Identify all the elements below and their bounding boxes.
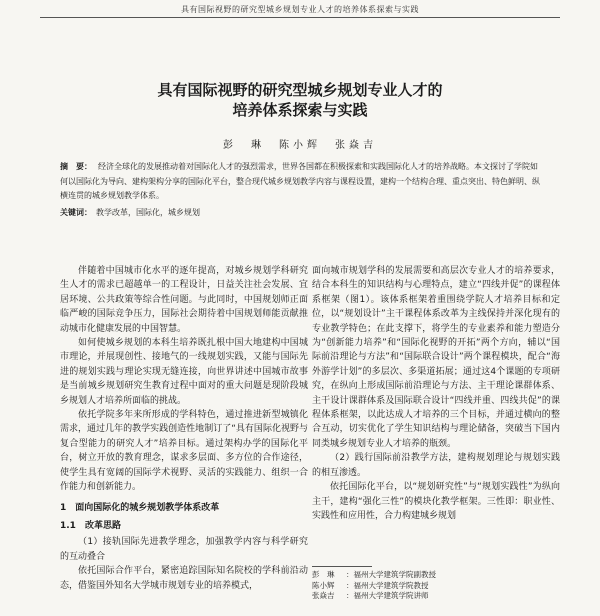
abstract-label: 摘 要：	[60, 162, 92, 171]
footnote: 彭 琳 ：福州大学建筑学院副教授	[312, 570, 436, 579]
running-head: 具有国际视野的研究型城乡规划专业人才的培养体系探索与实践	[181, 5, 419, 14]
body-paragraph: 依托国际化平台，以“规划研究性”与“规划实践性”为纵向主干，建构“强化三性”的模块化教学框架。三性即：职业性、实践性和应用性，合力构建城乡规划	[312, 482, 560, 521]
authors: 彭 琳 陈小辉 张焱吉	[223, 140, 377, 151]
list-item: （1）接轨国际先进教学理念，加强教学内容与科学研究的互动叠合	[60, 537, 308, 562]
keywords	[60, 206, 540, 221]
section-heading: 1 面向国际化的城乡规划教学体系改革	[60, 502, 220, 513]
author-footnotes	[312, 570, 560, 602]
paper-title	[0, 80, 600, 120]
body-paragraph: 依托国际合作平台，紧密追踪国际知名院校的学科前沿动态，借鉴国外知名大学城市规划专业的培养模式，	[60, 566, 308, 591]
title-line-2: 培养体系探索与实践	[232, 101, 368, 119]
abstract-text: 经济全球化的发展推动着对国际化人才的强烈需求，世界各国都在积极探索和实践国际化人才的培养战略。本文探讨了学院如何以国际化为导向、建构架构分享的国际化平台，整合现代城乡规划教学内容与课程设置，建构一个结构合理、重点突出、特色鲜明、纵横连贯的城乡规划教学体系。	[60, 162, 540, 201]
subsection-heading: 1.1 改革思路	[60, 520, 121, 531]
body-paragraph: 如何使城乡规划的本科生培养既扎根中国大地建构中国城市理论，并展现创性、接地气的一线规划实践，又能与国际先进的规划实践与理论实现无缝连接，向世界讲述中国城市故事是当前城乡规划研究生教育过程中面对的重大问题是现阶段城乡规划人才培养所面临的挑战。	[60, 338, 308, 406]
keywords-text: 教学改革，国际化，城乡规划	[96, 208, 200, 217]
footnote: 陈小辉 ：福州大学建筑学院教授	[312, 580, 429, 590]
left-column	[60, 264, 308, 593]
body-paragraph: 伴随着中国城市化水平的逐年提高，对城乡规划学科研究生人才的需求已超越单一的工程设计，日益关注社会发展、宜居环境、公共政策等综合性问题。与此同时，中国规划师正面临严峻的国际竞争压力，国际社会期待着中国规划师能贡献推动城市化健康发展的中国智慧。	[60, 266, 308, 334]
body-paragraph: 依托学院多年来所形成的学科特色，通过推进新型城镇化需求，通过几年的教学实践创造性地制订了“具有国际化视野与复合型能力的研究人才”培养目标。通过架构办学的国际化平台，树立开放的教育理念，谋求多层面、多方位的合作途径，使学生具有宽阔的国际学术视野、灵活的实践能力、组织一合作能力和创新能力。	[60, 410, 308, 493]
footnote-rule	[312, 566, 372, 567]
list-item: （2）践行国际前沿教学方法，建构规划理论与规划实践的相互渗透。	[312, 453, 560, 478]
right-column	[312, 264, 560, 523]
header-rule	[40, 17, 560, 18]
keywords-label: 关键词：	[60, 208, 92, 217]
footnote: 张焱吉 ：福州大学建筑学院讲师	[312, 591, 429, 601]
body-paragraph: 面向城市规划学科的发展需要和高层次专业人才的培养要求，结合本科生的知识结构与心理特点，建立“四线并促”的课程体系框架（图1）。该体系框架着重围绕学院人才培养目标和定位，以“规划设计”主干课程体系改革为主线保持并深化现有的专业教学特色；在此支撑下，将学生的专业素养和能力塑造分为“创新能力培养”和“国际化视野的开拓”两个方向，辅以“国际前沿理论与方法”和“国际联合设计”两个课程模块，配合“海外游学计划”的多层次、多渠道拓展；通过这4个课题的专项研究，在纵向上形成国际前沿理论与方法、主干理论课群体系、主干设计课群体系及国际联合设计“四线并重、四线共促”的课程体系框架，以此达成人才培养的三个目标，并通过横向的整合互动，切实优化了学生知识结构与理论储备，突破当下国内同类城乡规划专业人才培养的瓶颈。	[312, 266, 560, 449]
title-line-1: 具有国际视野的研究型城乡规划专业人才的	[157, 81, 443, 99]
abstract	[60, 160, 540, 204]
